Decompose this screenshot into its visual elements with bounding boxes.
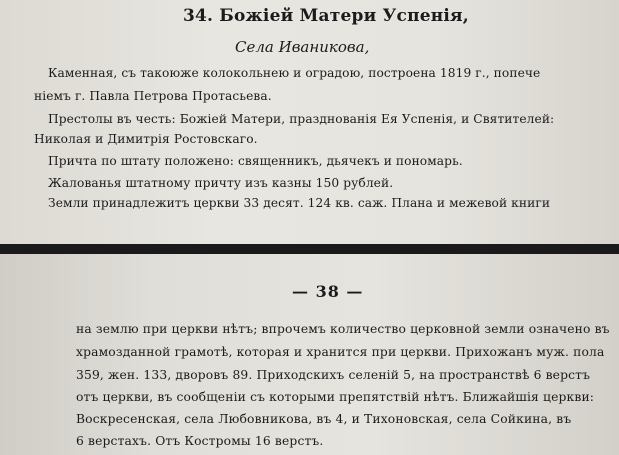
text-line: Жалованья штатному причту изъ казны 150 рублей.: [48, 176, 394, 190]
text-line: Воскресенская, села Любовникова, въ 4, и Тихоновская, села Сойкина, въ: [76, 412, 572, 426]
text-line: храмозданной грамотѣ, которая и хранится при церкви. Прихожанъ муж. пола: [76, 345, 605, 359]
text-line: 6 верстахъ. Отъ Костромы 16 верстъ.: [76, 434, 324, 448]
text-line: Престолы въ честь: Божіей Матери, празднованія Ея Успенія, и Святителей:: [48, 112, 555, 126]
text-line: отъ церкви, въ сообщеніи съ которыми препятствій нѣтъ. Ближайшія церкви:: [76, 390, 595, 404]
text-line: 359, жен. 133, дворовъ 89. Приходскихъ селеній 5, на пространствѣ 6 верстъ: [76, 368, 591, 382]
text-line: Причта по штату положено: священникъ, дьячекъ и пономарь.: [48, 154, 463, 168]
text-line: ніемъ г. Павла Петрова Протасьева.: [34, 89, 272, 103]
church-heading: 34. Божіей Матери Успенія,: [183, 6, 469, 26]
text-line: Николая и Димитрія Ростовскаго.: [34, 132, 258, 146]
bottom-page-fragment: [0, 254, 619, 455]
village-subheading: Села Иваникова,: [235, 38, 370, 56]
text-line: на землю при церкви нѣтъ; впрочемъ количество церковной земли означено въ: [76, 322, 610, 336]
text-line: Земли принадлежитъ церкви 33 десят. 124 кв. саж. Плана и межевой книги: [48, 196, 551, 210]
text-line: Каменная, съ такоюже колокольнею и оградою, построена 1819 г., попече: [48, 66, 541, 80]
page-number: — 38 —: [292, 282, 364, 301]
page-divider: [0, 244, 619, 254]
